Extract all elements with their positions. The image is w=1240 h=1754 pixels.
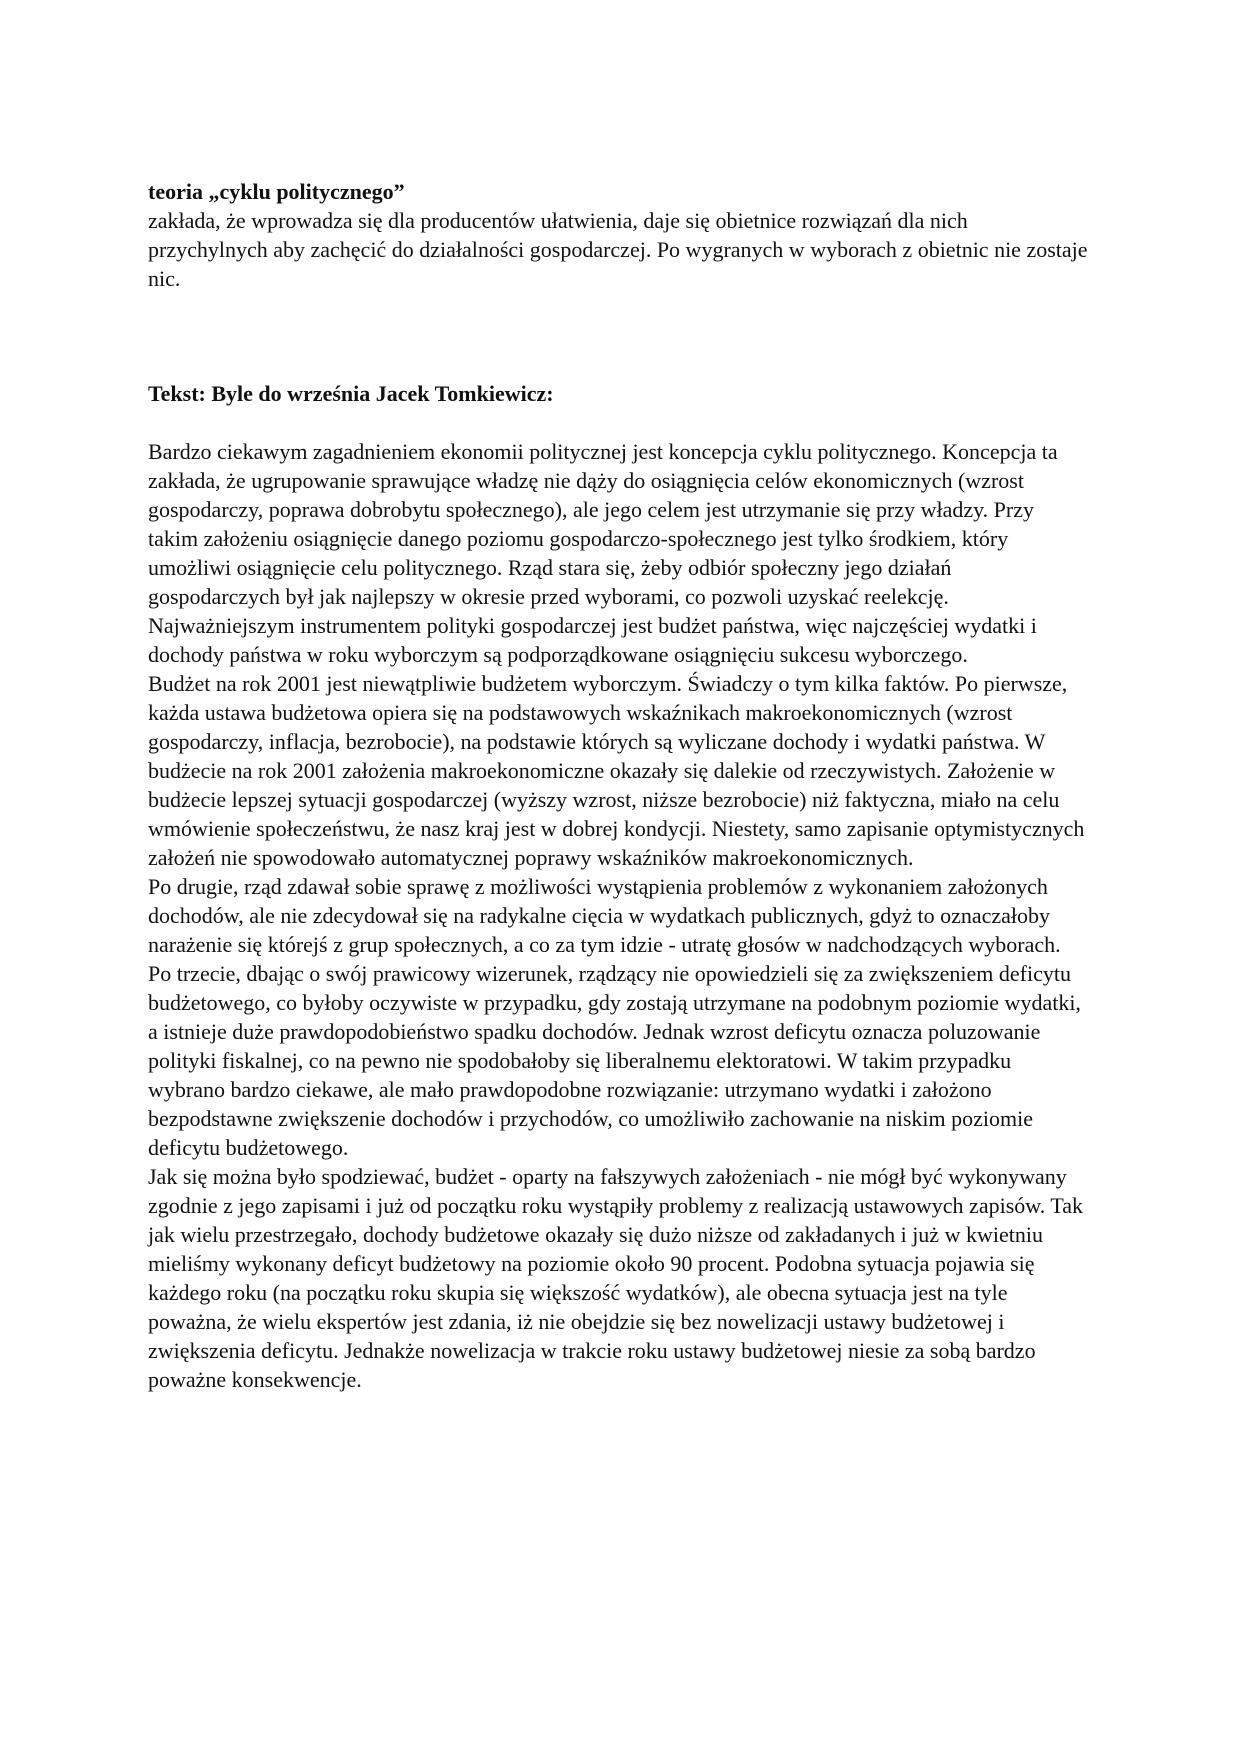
section-heading: teoria „cyklu politycznego”	[148, 179, 405, 204]
article-paragraph: Bardzo ciekawym zagadnieniem ekonomii politycznej jest koncepcja cyklu politycznego. Koncepcja ta zakłada, że ugrupowanie sprawujące władzę nie dąży do osiągnięcia celów ekonomicznych (wzrost gospodarczy, poprawa dobrobytu społecznego), ale jego celem jest utrzymanie się przy władzy. Przy takim założeniu osiągnięcie danego poziomu gospodarczo-społecznego jest tylko środkiem, który umożliwi osiągnięcie celu politycznego. Rząd stara się, żeby odbiór społeczny jego działań gospodarczych był jak najlepszy w okresie przed wyborami, co pozwoli uzyskać reelekcję.	[148, 439, 1058, 609]
article-heading: Tekst: Byle do września Jacek Tomkiewicz:	[148, 381, 554, 406]
article-body	[148, 437, 1088, 1394]
article-paragraph: Najważniejszym instrumentem polityki gospodarczej jest budżet państwa, więc najczęściej wydatki i dochody państwa w roku wyborczym są podporządkowane osiągnięciu sukcesu wyborczego.	[148, 613, 1037, 667]
section-paragraph: zakłada, że wprowadza się dla producentów ułatwienia, daje się obietnice rozwiązań dla nich przychylnych aby zachęcić do działalności gospodarczej. Po wygranych w wyborach z obietnic nie zostaje nic.	[148, 208, 1088, 291]
article-paragraph: Budżet na rok 2001 jest niewątpliwie budżetem wyborczym. Świadczy o tym kilka faktów. Po pierwsze, każda ustawa budżetowa opiera się na podstawowych wskaźnikach makroekonomicznych (wzrost gospodarczy, inflacja, bezrobocie), na podstawie których są wyliczane dochody i wydatki państwa. W budżecie na rok 2001 założenia makroekonomiczne okazały się dalekie od rzeczywistych. Założenie w budżecie lepszej sytuacji gospodarczej (wyższy wzrost, niższe bezrobocie) niż faktyczna, miało na celu wmówienie społeczeństwu, że nasz kraj jest w dobrej kondycji. Niestety, samo zapisanie optymistycznych założeń nie spowodowało automatycznej poprawy wskaźników makroekonomicznych.	[148, 671, 1085, 870]
section-article-title	[148, 379, 1088, 408]
article-paragraph: Jak się można było spodziewać, budżet - oparty na fałszywych założeniach - nie mógł być wykonywany zgodnie z jego zapisami i już od początku roku wystąpiły problemy z realizacją ustawowych zapisów. Tak jak wielu przestrzegało, dochody budżetowe okazały się dużo niższe od zakładanych i już w kwietniu mieliśmy wykonany deficyt budżetowy na poziomie około 90 procent. Podobna sytuacja pojawia się każdego roku (na początku roku skupia się większość wydatków), ale obecna sytuacja jest na tyle poważna, że wielu ekspertów jest zdania, iż nie obejdzie się bez nowelizacji ustawy budżetowej i zwiększenia deficytu. Jednakże nowelizacja w trakcie roku ustawy budżetowej niesie za sobą bardzo poważne konsekwencje.	[148, 1164, 1083, 1392]
section-political-cycle-theory	[148, 177, 1088, 293]
article-paragraph: Po drugie, rząd zdawał sobie sprawę z możliwości wystąpienia problemów z wykonaniem założonych dochodów, ale nie zdecydował się na radykalne cięcia w wydatkach publicznych, gdyż to oznaczałoby narażenie się którejś z grup społecznych, a co za tym idzie - utratę głosów w nadchodzących wyborach.	[148, 874, 1061, 957]
article-paragraph: Po trzecie, dbając o swój prawicowy wizerunek, rządzący nie opowiedzieli się za zwiększeniem deficytu budżetowego, co byłoby oczywiste w przypadku, gdy zostają utrzymane na podobnym poziomie wydatki, a istnieje duże prawdopodobieństwo spadku dochodów. Jednak wzrost deficytu oznacza poluzowanie polityki fiskalnej, co na pewno nie spodobałoby się liberalnemu elektoratowi. W takim przypadku wybrano bardzo ciekawe, ale mało prawdopodobne rozwiązanie: utrzymano wydatki i założono bezpodstawne zwiększenie dochodów i przychodów, co umożliwiło zachowanie na niskim poziomie deficytu budżetowego.	[148, 961, 1081, 1160]
